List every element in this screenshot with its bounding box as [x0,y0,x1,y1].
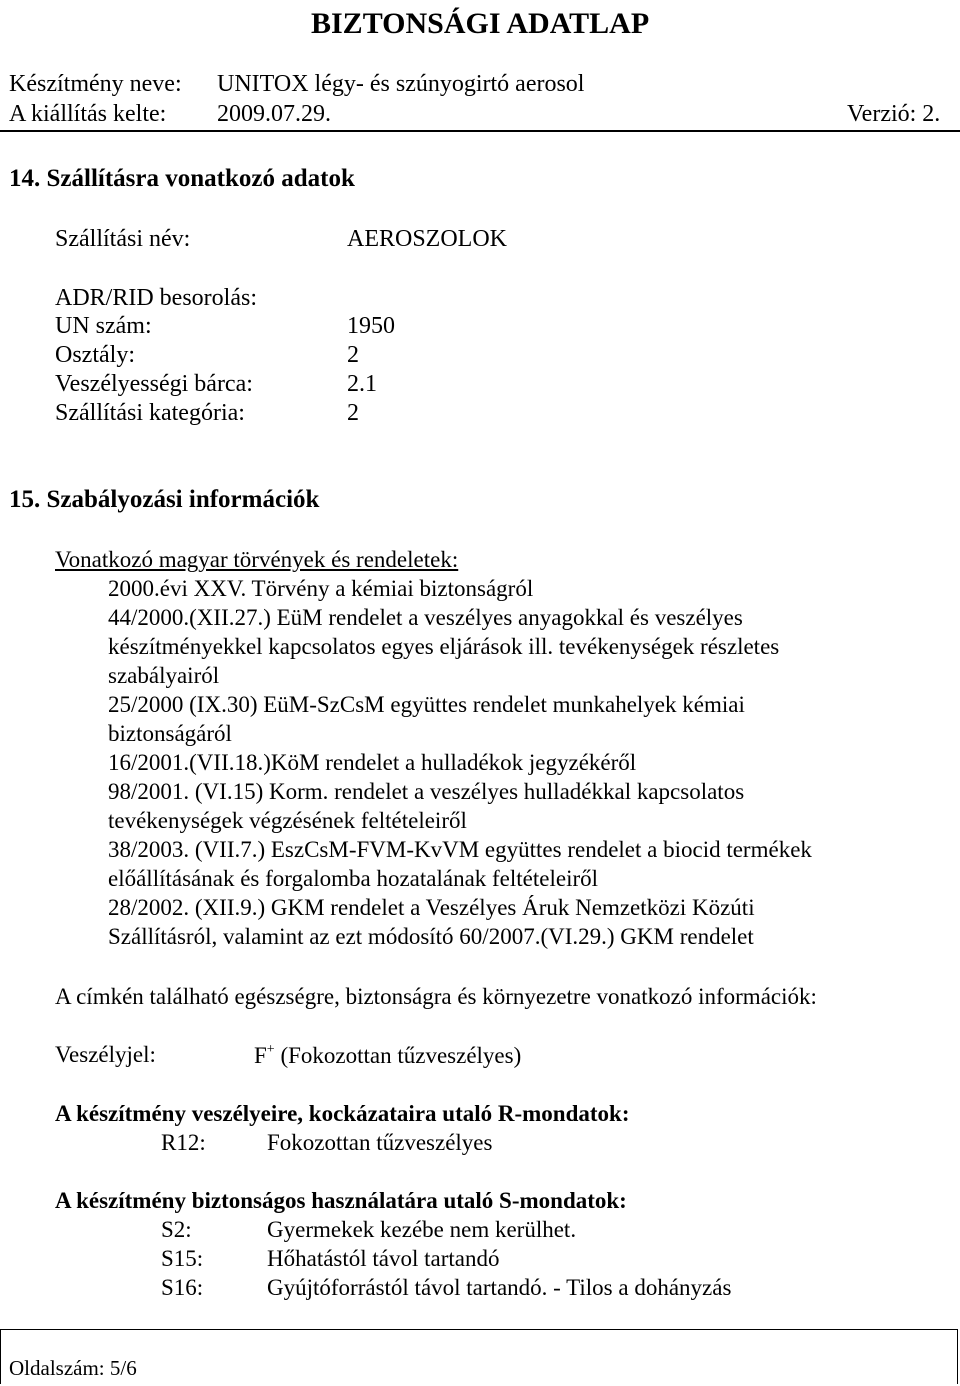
un-number-label: UN szám: [55,313,152,339]
s-phrase-text: Gyújtóforrástól távol tartandó. - Tilos a dohányzás [267,1275,732,1300]
label-info: A címkén található egészségre, biztonságra és környezetre vonatkozó információk: [55,984,817,1009]
s-phrase-code: S16: [161,1275,204,1300]
hazard-symbol-label: Veszélyjel: [55,1042,156,1067]
law-line: tevékenységek végzésének feltételeiről [108,808,467,833]
product-name: UNITOX légy- és szúnyogirtó aerosol [217,71,585,97]
page-number: Oldalszám: 5/6 [9,1356,137,1380]
class-value: 2 [347,342,359,368]
shipping-name-value: AEROSZOLOK [347,226,507,252]
law-line: Szállításról, valamint az ezt módosító 60/2007.(VI.29.) GKM rendelet [108,924,754,949]
hazard-symbol [254,1043,521,1067]
un-number-value: 1950 [347,313,395,339]
adr-label: ADR/RID besorolás: [55,285,257,311]
shipping-name-label: Szállítási név: [55,226,191,252]
s-phrases-heading: A készítmény biztonságos használatára utaló S-mondatok: [55,1188,627,1213]
law-line: 28/2002. (XII.9.) GKM rendelet a Veszélyes Áruk Nemzetközi Közúti [108,895,755,920]
law-line: biztonságáról [108,721,232,746]
r-phrase-text: Fokozottan tűzveszélyes [267,1130,493,1155]
r-phrases-heading: A készítmény veszélyeire, kockázataira utaló R-mondatok: [55,1101,630,1126]
law-line: előállításának és forgalomba hozatalának feltételeiről [108,866,599,891]
hazard-symbol-sup: + [266,1042,275,1057]
section-14-heading: 14. Szállításra vonatkozó adatok [9,165,355,192]
law-line: 44/2000.(XII.27.) EüM rendelet a veszélyes anyagokkal és veszélyes [108,605,743,630]
s-phrase-code: S15: [161,1246,204,1271]
transport-category-value: 2 [347,400,359,426]
law-line: 16/2001.(VII.18.)KöM rendelet a hulladékok jegyzékéről [108,750,637,775]
class-label: Osztály: [55,342,135,368]
date-value: 2009.07.29. [217,101,331,127]
header-divider [0,130,960,132]
section-15-heading: 15. Szabályozási információk [9,486,320,513]
document-title: BIZTONSÁGI ADATLAP [311,7,650,40]
law-line: 2000.évi XXV. Törvény a kémiai biztonságról [108,576,534,601]
law-line: 38/2003. (VII.7.) EszCsM-FVM-KvVM együttes rendelet a biocid termékek [108,837,812,862]
s-phrase-code: S2: [161,1217,192,1242]
footer-box [0,1329,958,1384]
law-line: szabályairól [108,663,220,688]
laws-heading: Vonatkozó magyar törvények és rendeletek: [55,547,459,572]
date-label: A kiállítás kelte: [9,101,167,127]
law-line: 98/2001. (VI.15) Korm. rendelet a veszélyes hulladékkal kapcsolatos [108,779,745,804]
version: Verzió: 2. [847,101,941,127]
hazard-label-label: Veszélyességi bárca: [55,371,253,397]
product-label: Készítmény neve: [9,71,182,97]
law-line: készítményekkel kapcsolatos egyes eljárások ill. tevékenységek részletes [108,634,780,659]
hazard-label-value: 2.1 [347,371,377,397]
law-line: 25/2000 (IX.30) EüM-SzCsM együttes rendelet munkahelyek kémiai [108,692,745,717]
hazard-symbol-code: F [254,1043,267,1068]
transport-category-label: Szállítási kategória: [55,400,245,426]
r-phrase-code: R12: [161,1130,206,1155]
hazard-symbol-desc: (Fokozottan tűzveszélyes) [280,1043,522,1068]
s-phrase-text: Hőhatástól távol tartandó [267,1246,500,1271]
s-phrase-text: Gyermekek kezébe nem kerülhet. [267,1217,577,1242]
